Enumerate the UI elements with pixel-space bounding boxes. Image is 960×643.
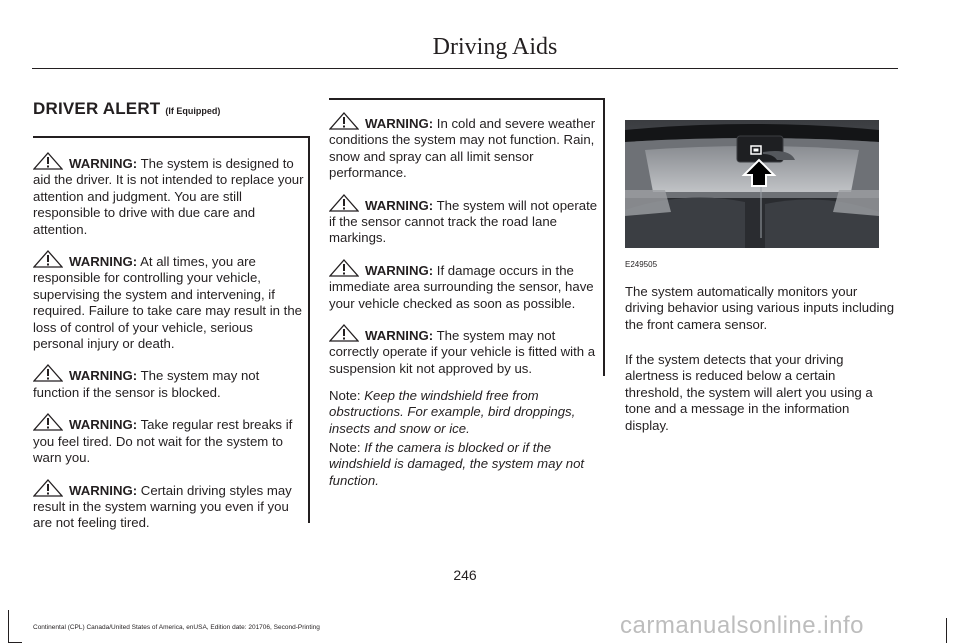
note-label: Note: bbox=[329, 388, 361, 403]
warning-triangle-icon bbox=[329, 194, 359, 212]
section-qualifier: (If Equipped) bbox=[165, 106, 221, 116]
crop-mark bbox=[946, 618, 947, 643]
warning-item bbox=[329, 259, 599, 312]
warning-label: WARNING: bbox=[365, 262, 434, 278]
warning-label: WARNING: bbox=[365, 116, 434, 131]
note-text: If the camera is blocked or if the windshield is damaged, the system may not function. bbox=[329, 440, 585, 488]
warning-item bbox=[33, 250, 304, 352]
section-title-text: DRIVER ALERT bbox=[33, 99, 161, 118]
warning-label: WARNING: bbox=[365, 197, 434, 213]
warning-label: WARNING: bbox=[365, 328, 434, 344]
warning-item bbox=[329, 324, 599, 377]
warning-triangle-icon bbox=[33, 364, 63, 382]
header-title: Driving Aids bbox=[432, 34, 558, 60]
watermark: carmanualsonline.info bbox=[620, 612, 864, 639]
warning-triangle-icon bbox=[329, 324, 359, 342]
warning-label: WARNING: bbox=[69, 156, 138, 171]
body-paragraph: The system automatically monitors your driving behavior using various inputs including the front camera sensor. bbox=[625, 284, 895, 332]
warning-text: The system will not operate if the sensor cannot track the road lane markings. bbox=[329, 197, 598, 246]
warning-text: Certain driving styles may result in the system warning you even if you are not feeling tired. bbox=[33, 482, 292, 531]
figure-label: E249505 bbox=[625, 260, 658, 269]
warning-item bbox=[33, 364, 304, 401]
warning-label: WARNING: bbox=[69, 254, 138, 270]
warning-item bbox=[33, 413, 304, 466]
note-paragraph bbox=[329, 388, 605, 437]
warning-item bbox=[329, 112, 599, 182]
warning-triangle-icon bbox=[33, 152, 63, 170]
warning-triangle-icon bbox=[33, 413, 63, 431]
warning-item bbox=[329, 194, 599, 247]
warning-label: WARNING: bbox=[69, 417, 138, 433]
warning-box-column1 bbox=[33, 136, 310, 531]
windshield-camera-image bbox=[625, 120, 879, 248]
warning-triangle-icon bbox=[329, 112, 359, 130]
page-number: 246 bbox=[453, 567, 477, 583]
warning-triangle-icon bbox=[33, 250, 63, 268]
warning-text: The system is designed to aid the driver. It is not intended to replace your attention and judgment. You are still responsible to drive with due care and attention. bbox=[33, 156, 304, 237]
note-paragraph bbox=[329, 440, 605, 489]
body-paragraph: If the system detects that your driving alertness is reduced below a certain threshold, the system will alert you using a tone and a message in the information display. bbox=[625, 352, 873, 433]
note-text: Keep the windshield free from obstructions. For example, bird droppings, insects and snow or ice. bbox=[329, 388, 576, 436]
crop-mark bbox=[8, 610, 9, 643]
warning-box-column2 bbox=[329, 98, 605, 376]
warning-text: In cold and severe weather conditions the system may not function. Rain, snow and spray can all limit sensor performance. bbox=[329, 116, 596, 181]
header-rule bbox=[32, 68, 898, 69]
warning-label: WARNING: bbox=[69, 482, 138, 498]
warning-text: If damage occurs in the immediate area surrounding the sensor, have your vehicle checked as soon as possible. bbox=[329, 262, 594, 311]
warning-text: At all times, you are responsible for controlling your vehicle, supervising the system and intervening, if required. Failure to take care may result in the loss of control of your vehicle, serious personal injury or death. bbox=[33, 254, 303, 352]
warning-item bbox=[33, 152, 304, 238]
warning-text: The system may not function if the sensor is blocked. bbox=[33, 368, 260, 400]
section-title bbox=[33, 99, 220, 119]
warning-triangle-icon bbox=[33, 479, 63, 497]
warning-label: WARNING: bbox=[69, 368, 138, 384]
edition-footer: Continental (CPL) Canada/United States of America, enUSA, Edition date: 201706, Second-Printing bbox=[33, 624, 320, 631]
windshield-camera-illustration bbox=[625, 120, 879, 248]
warning-triangle-icon bbox=[329, 259, 359, 277]
warning-text: Take regular rest breaks if you feel tired. Do not wait for the system to warn you. bbox=[33, 417, 293, 466]
warning-item bbox=[33, 479, 304, 532]
note-label: Note: bbox=[329, 440, 361, 455]
warning-text: The system may not correctly operate if your vehicle is fitted with a suspension kit not approved by us. bbox=[329, 328, 596, 376]
